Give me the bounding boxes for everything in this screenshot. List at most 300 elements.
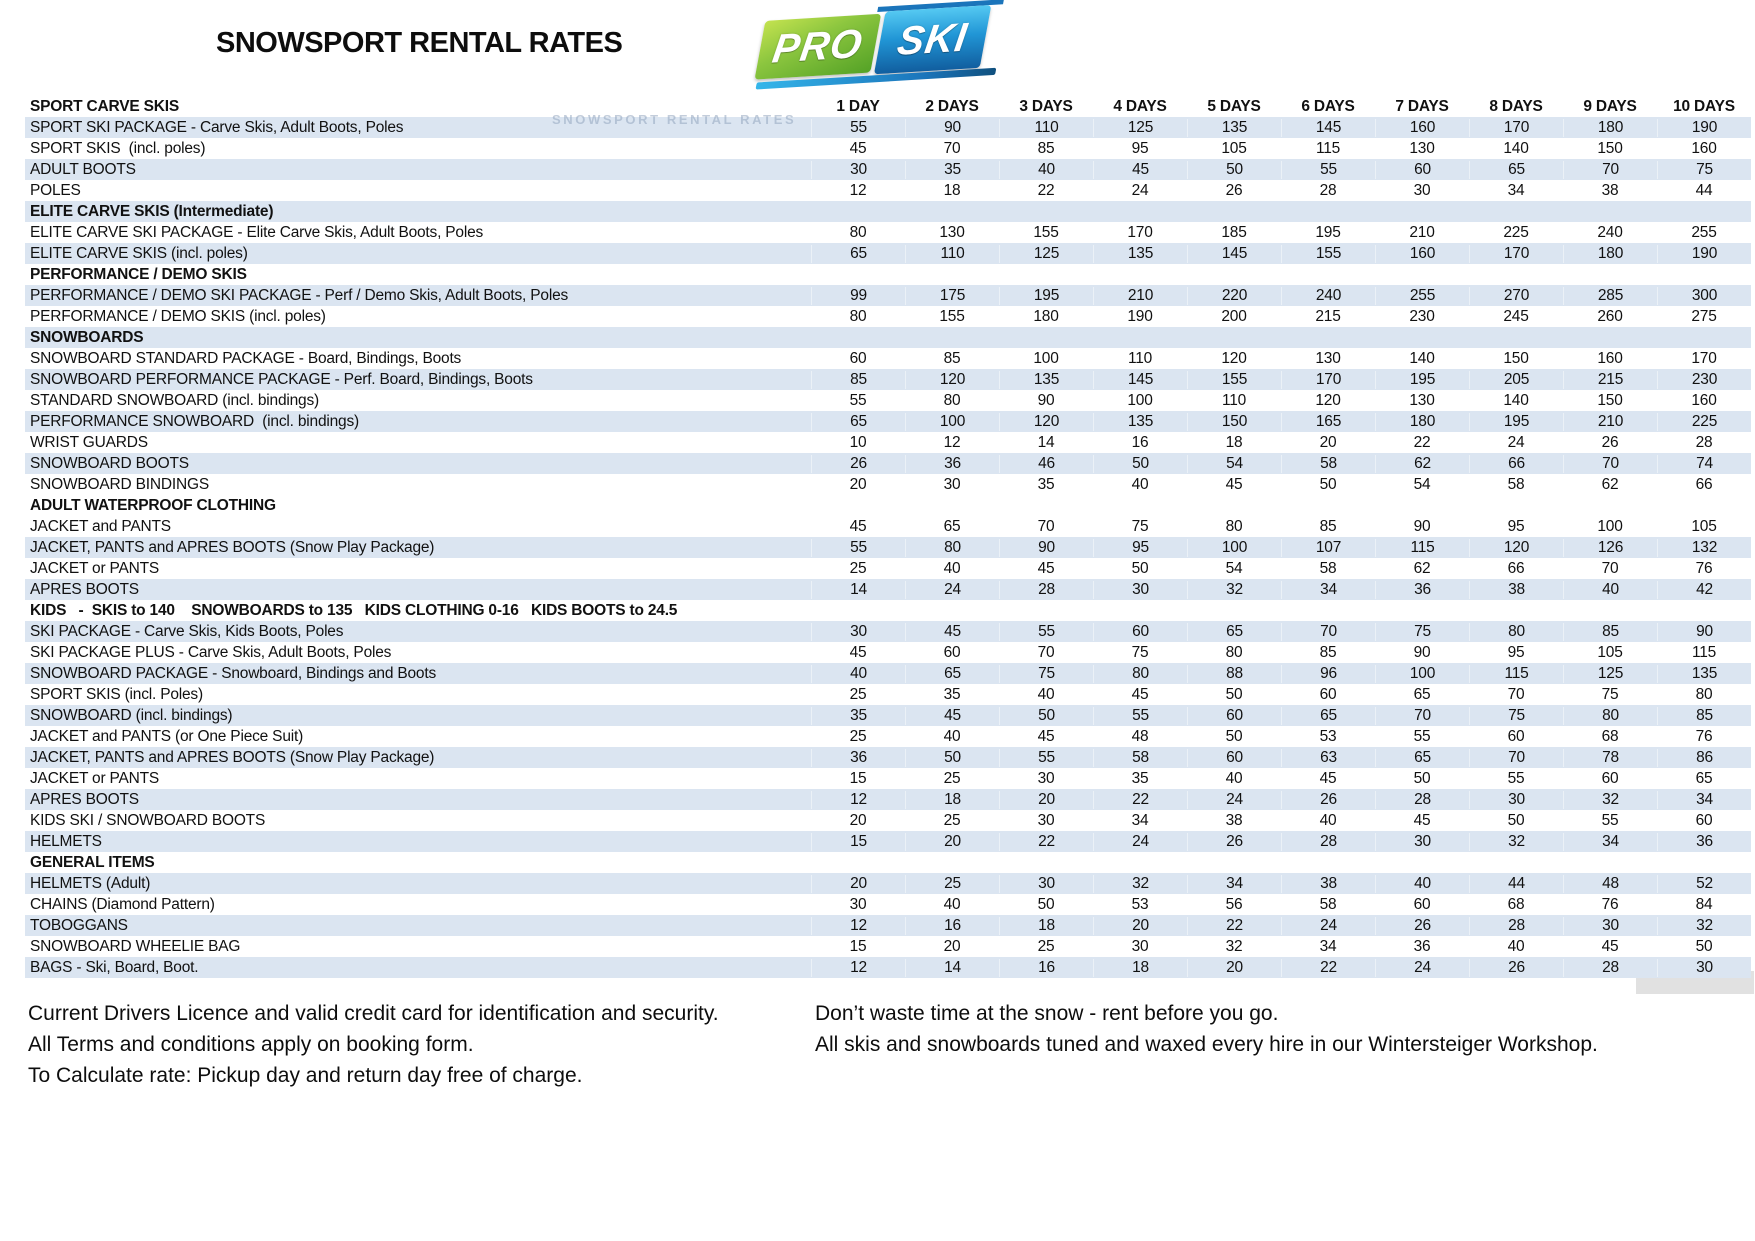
price-cell: 60 xyxy=(1187,707,1281,725)
price-cell: 26 xyxy=(1225,181,1243,199)
rates-table xyxy=(25,96,1751,978)
table-row xyxy=(25,159,1751,180)
price-cell: 150 xyxy=(1503,349,1529,367)
price-cell: 36 xyxy=(811,749,905,767)
price-cell: 40 xyxy=(943,559,961,577)
price-cell: 76 xyxy=(1601,895,1619,913)
price-cell: 38 xyxy=(1469,581,1563,599)
price-cell: 215 xyxy=(1563,371,1657,389)
item-label: JACKET, PANTS and APRES BOOTS (Snow Play Package) xyxy=(30,748,435,766)
table-row xyxy=(25,516,1751,537)
item-label: STANDARD SNOWBOARD (incl. bindings) xyxy=(30,391,319,409)
price-cell: 50 xyxy=(1695,937,1713,955)
price-cell: 55 xyxy=(849,391,867,409)
price-cell: 210 xyxy=(1409,223,1435,241)
price-cell: 58 xyxy=(1281,455,1375,473)
price-cell: 25 xyxy=(943,769,961,787)
price-cell: 44 xyxy=(1469,875,1563,893)
table-row xyxy=(25,348,1751,369)
item-label: WRIST GUARDS xyxy=(30,433,148,451)
price-cell: 50 xyxy=(1037,895,1055,913)
price-cell: 84 xyxy=(1695,895,1713,913)
price-cell: 55 xyxy=(1281,161,1375,179)
column-header: 9 DAYS xyxy=(1583,97,1637,115)
item-label: SNOWBOARD STANDARD PACKAGE - Board, Bindings, Boots xyxy=(30,349,462,367)
price-cell: 190 xyxy=(1657,119,1751,137)
price-cell: 190 xyxy=(1657,245,1751,263)
price-cell: 220 xyxy=(1187,287,1281,305)
item-label: SKI PACKAGE PLUS - Carve Skis, Adult Boots, Poles xyxy=(30,643,392,661)
price-cell: 125 xyxy=(1093,119,1187,137)
item-label: TOBOGGANS xyxy=(30,916,128,934)
item-label: JACKET, PANTS and APRES BOOTS (Snow Play Package) xyxy=(30,538,435,556)
price-cell: 180 xyxy=(1563,245,1657,263)
section-label: ADULT WATERPROOF CLOTHING xyxy=(30,496,276,514)
price-cell: 140 xyxy=(1503,139,1529,157)
table-row xyxy=(25,180,1751,201)
price-cell: 62 xyxy=(1601,475,1619,493)
table-row xyxy=(25,873,1751,894)
item-label: POLES xyxy=(30,181,81,199)
table-row xyxy=(25,705,1751,726)
price-cell: 170 xyxy=(1281,371,1375,389)
price-cell: 110 xyxy=(1127,349,1153,367)
price-cell: 150 xyxy=(1597,391,1623,409)
item-label: CHAINS (Diamond Pattern) xyxy=(30,895,215,913)
table-row xyxy=(25,138,1751,159)
section-header-row xyxy=(25,600,1751,621)
price-cell: 110 xyxy=(905,245,999,263)
price-cell: 22 xyxy=(1093,791,1187,809)
price-cell: 30 xyxy=(1413,181,1431,199)
price-cell: 120 xyxy=(905,371,999,389)
price-cell: 44 xyxy=(1695,181,1713,199)
price-cell: 45 xyxy=(1131,685,1149,703)
table-row xyxy=(25,222,1751,243)
price-cell: 225 xyxy=(1657,413,1751,431)
price-cell: 85 xyxy=(1563,623,1657,641)
table-row xyxy=(25,306,1751,327)
price-cell: 32 xyxy=(1225,937,1243,955)
item-label: SNOWBOARD BOOTS xyxy=(30,454,189,472)
price-cell: 53 xyxy=(1131,895,1149,913)
price-cell: 18 xyxy=(1225,433,1243,451)
price-cell: 60 xyxy=(1507,727,1525,745)
price-cell: 68 xyxy=(1507,895,1525,913)
price-cell: 80 xyxy=(1563,707,1657,725)
price-cell: 35 xyxy=(1037,475,1055,493)
footer-note-line: To Calculate rate: Pickup day and return day free of charge. xyxy=(28,1064,583,1087)
price-cell: 70 xyxy=(1507,685,1525,703)
logo-ski-text: SKI xyxy=(894,14,971,64)
price-cell: 115 xyxy=(1469,665,1563,683)
price-cell: 36 xyxy=(905,455,999,473)
item-label: SNOWBOARD PACKAGE - Snowboard, Bindings and Boots xyxy=(30,664,437,682)
price-cell: 55 xyxy=(1601,811,1619,829)
price-cell: 60 xyxy=(1093,623,1187,641)
price-cell: 230 xyxy=(1657,371,1751,389)
price-cell: 26 xyxy=(1375,917,1469,935)
price-cell: 95 xyxy=(1507,517,1525,535)
price-cell: 24 xyxy=(905,581,999,599)
price-cell: 28 xyxy=(1695,433,1713,451)
table-row xyxy=(25,663,1751,684)
price-cell: 42 xyxy=(1657,581,1751,599)
price-cell: 75 xyxy=(1601,685,1619,703)
price-cell: 35 xyxy=(1131,769,1149,787)
item-label: ELITE CARVE SKI PACKAGE - Elite Carve Skis, Adult Boots, Poles xyxy=(30,223,484,241)
price-cell: 24 xyxy=(1375,959,1469,977)
item-label: JACKET and PANTS (or One Piece Suit) xyxy=(30,727,304,745)
price-cell: 60 xyxy=(1319,685,1337,703)
table-row xyxy=(25,369,1751,390)
price-cell: 18 xyxy=(905,791,999,809)
price-cell: 100 xyxy=(1375,665,1469,683)
price-cell: 24 xyxy=(1093,833,1187,851)
price-cell: 18 xyxy=(1093,959,1187,977)
table-row xyxy=(25,579,1751,600)
price-cell: 65 xyxy=(1281,707,1375,725)
price-cell: 80 xyxy=(1695,685,1713,703)
price-cell: 68 xyxy=(1601,727,1619,745)
price-cell: 195 xyxy=(999,287,1093,305)
price-cell: 58 xyxy=(1319,895,1337,913)
price-cell: 50 xyxy=(905,749,999,767)
price-cell: 160 xyxy=(1597,349,1623,367)
price-cell: 36 xyxy=(1657,833,1751,851)
price-cell: 48 xyxy=(1131,727,1149,745)
price-cell: 50 xyxy=(1413,769,1431,787)
price-cell: 95 xyxy=(1131,139,1149,157)
price-cell: 35 xyxy=(811,707,905,725)
column-header: 4 DAYS xyxy=(1113,97,1167,115)
price-cell: 26 xyxy=(1469,959,1563,977)
price-cell: 205 xyxy=(1469,371,1563,389)
price-cell: 180 xyxy=(1375,413,1469,431)
price-cell: 96 xyxy=(1281,665,1375,683)
price-cell: 150 xyxy=(1187,413,1281,431)
price-cell: 130 xyxy=(1315,349,1341,367)
price-cell: 86 xyxy=(1657,749,1751,767)
price-cell: 65 xyxy=(943,517,961,535)
section-label: ELITE CARVE SKIS (Intermediate) xyxy=(30,202,274,220)
price-cell: 40 xyxy=(1225,769,1243,787)
footer-right-notes xyxy=(815,998,1598,1060)
item-label: APRES BOOTS xyxy=(30,790,139,808)
price-cell: 40 xyxy=(1319,811,1337,829)
table-row xyxy=(25,684,1751,705)
footer-left-notes xyxy=(28,998,719,1091)
price-cell: 28 xyxy=(1281,833,1375,851)
price-cell: 100 xyxy=(1597,517,1623,535)
price-cell: 80 xyxy=(905,539,999,557)
price-cell: 75 xyxy=(1131,517,1149,535)
price-cell: 25 xyxy=(849,685,867,703)
price-cell: 38 xyxy=(1281,875,1375,893)
price-cell: 85 xyxy=(811,371,905,389)
price-cell: 75 xyxy=(1657,161,1751,179)
item-label: SNOWBOARD (incl. bindings) xyxy=(30,706,233,724)
price-cell: 30 xyxy=(811,623,905,641)
price-cell: 80 xyxy=(849,307,867,325)
table-row xyxy=(25,768,1751,789)
price-cell: 45 xyxy=(1601,937,1619,955)
item-label: PERFORMANCE SNOWBOARD (incl. bindings) xyxy=(30,412,359,430)
price-cell: 26 xyxy=(811,455,905,473)
price-cell: 55 xyxy=(811,119,905,137)
price-cell: 62 xyxy=(1413,559,1431,577)
price-cell: 60 xyxy=(1187,749,1281,767)
price-cell: 95 xyxy=(1093,539,1187,557)
item-label: ELITE CARVE SKIS (incl. poles) xyxy=(30,244,248,262)
price-cell: 30 xyxy=(1375,833,1469,851)
price-cell: 20 xyxy=(1093,917,1187,935)
price-cell: 185 xyxy=(1221,223,1247,241)
price-cell: 15 xyxy=(849,769,867,787)
item-label: BAGS - Ski, Board, Boot. xyxy=(30,958,199,976)
price-cell: 126 xyxy=(1563,539,1657,557)
table-row xyxy=(25,642,1751,663)
price-cell: 55 xyxy=(1507,769,1525,787)
price-cell: 65 xyxy=(1695,769,1713,787)
price-cell: 26 xyxy=(1281,791,1375,809)
section-label: SNOWBOARDS xyxy=(30,328,144,346)
price-cell: 22 xyxy=(1187,917,1281,935)
item-label: SKI PACKAGE - Carve Skis, Kids Boots, Poles xyxy=(30,622,344,640)
price-cell: 50 xyxy=(1093,455,1187,473)
price-cell: 115 xyxy=(1691,643,1717,661)
price-cell: 14 xyxy=(905,959,999,977)
price-cell: 100 xyxy=(1033,349,1059,367)
section-header-row xyxy=(25,495,1751,516)
price-cell: 45 xyxy=(905,623,999,641)
price-cell: 30 xyxy=(1563,917,1657,935)
price-cell: 30 xyxy=(943,475,961,493)
price-cell: 25 xyxy=(849,559,867,577)
column-header: 1 DAY xyxy=(836,97,880,115)
price-cell: 24 xyxy=(1507,433,1525,451)
price-cell: 50 xyxy=(1187,161,1281,179)
price-cell: 80 xyxy=(849,223,867,241)
price-cell: 85 xyxy=(1037,139,1055,157)
price-cell: 60 xyxy=(849,349,867,367)
price-cell: 80 xyxy=(1225,517,1243,535)
price-cell: 150 xyxy=(1597,139,1623,157)
price-cell: 70 xyxy=(1037,517,1055,535)
price-cell: 45 xyxy=(1093,161,1187,179)
price-cell: 135 xyxy=(1093,245,1187,263)
price-cell: 45 xyxy=(1413,811,1431,829)
price-cell: 130 xyxy=(1409,391,1435,409)
price-cell: 255 xyxy=(1375,287,1469,305)
price-cell: 145 xyxy=(1281,119,1375,137)
price-cell: 20 xyxy=(999,791,1093,809)
item-label: HELMETS (Adult) xyxy=(30,874,151,892)
price-cell: 20 xyxy=(849,811,867,829)
price-cell: 34 xyxy=(1281,581,1375,599)
price-cell: 16 xyxy=(1131,433,1149,451)
price-cell: 30 xyxy=(1657,959,1751,977)
price-cell: 110 xyxy=(1221,391,1247,409)
price-cell: 155 xyxy=(1281,245,1375,263)
price-cell: 35 xyxy=(905,161,999,179)
price-cell: 74 xyxy=(1657,455,1751,473)
table-row xyxy=(25,117,1751,138)
price-cell: 45 xyxy=(1037,727,1055,745)
price-cell: 38 xyxy=(1601,181,1619,199)
item-label: JACKET or PANTS xyxy=(30,769,160,787)
item-label: JACKET and PANTS xyxy=(30,517,171,535)
price-cell: 70 xyxy=(1563,455,1657,473)
price-cell: 107 xyxy=(1281,539,1375,557)
price-cell: 45 xyxy=(1225,475,1243,493)
table-row xyxy=(25,411,1751,432)
price-cell: 70 xyxy=(1037,643,1055,661)
item-label: JACKET or PANTS xyxy=(30,559,160,577)
price-cell: 58 xyxy=(1093,749,1187,767)
price-cell: 25 xyxy=(849,727,867,745)
item-label: APRES BOOTS xyxy=(30,580,139,598)
price-cell: 66 xyxy=(1469,455,1563,473)
price-cell: 60 xyxy=(943,643,961,661)
price-cell: 85 xyxy=(1319,517,1337,535)
price-cell: 75 xyxy=(1469,707,1563,725)
price-cell: 90 xyxy=(999,539,1093,557)
price-cell: 60 xyxy=(1375,161,1469,179)
price-cell: 36 xyxy=(1413,937,1431,955)
price-cell: 78 xyxy=(1563,749,1657,767)
price-cell: 28 xyxy=(1375,791,1469,809)
price-cell: 60 xyxy=(1413,895,1431,913)
table-row xyxy=(25,726,1751,747)
price-cell: 14 xyxy=(1037,433,1055,451)
corner-section-label: SPORT CARVE SKIS xyxy=(30,97,179,115)
price-cell: 75 xyxy=(1131,643,1149,661)
price-cell: 45 xyxy=(849,517,867,535)
table-row xyxy=(25,810,1751,831)
price-cell: 40 xyxy=(943,895,961,913)
price-cell: 75 xyxy=(1375,623,1469,641)
price-cell: 70 xyxy=(1563,161,1657,179)
price-cell: 40 xyxy=(1507,937,1525,955)
price-cell: 70 xyxy=(1375,707,1469,725)
price-cell: 155 xyxy=(1033,223,1059,241)
section-label: KIDS - SKIS to 140 SNOWBOARDS to 135 KIDS CLOTHING 0-16 KIDS BOOTS to 24.5 xyxy=(30,601,678,619)
price-cell: 22 xyxy=(1281,959,1375,977)
price-cell: 40 xyxy=(943,727,961,745)
price-cell: 120 xyxy=(1469,539,1563,557)
price-cell: 135 xyxy=(1657,665,1751,683)
price-cell: 215 xyxy=(1315,307,1341,325)
logo-ski-badge xyxy=(874,5,991,74)
page-title: SNOWSPORT RENTAL RATES xyxy=(216,27,623,59)
price-cell: 40 xyxy=(1563,581,1657,599)
price-cell: 50 xyxy=(1225,685,1243,703)
price-cell: 300 xyxy=(1657,287,1751,305)
price-cell: 65 xyxy=(1375,749,1469,767)
footer-note-line: Current Drivers Licence and valid credit card for identification and security. xyxy=(28,1002,719,1025)
ghost-watermark-text: SNOWSPORT RENTAL RATES xyxy=(552,112,797,127)
price-cell: 65 xyxy=(811,245,905,263)
price-cell: 10 xyxy=(849,433,867,451)
price-cell: 80 xyxy=(1469,623,1563,641)
section-header-row xyxy=(25,327,1751,348)
price-cell: 210 xyxy=(1563,413,1657,431)
price-cell: 160 xyxy=(1375,119,1469,137)
table-row xyxy=(25,621,1751,642)
item-label: ADULT BOOTS xyxy=(30,160,136,178)
price-cell: 40 xyxy=(1131,475,1149,493)
price-cell: 50 xyxy=(1319,475,1337,493)
price-cell: 195 xyxy=(1375,371,1469,389)
price-cell: 32 xyxy=(1469,833,1563,851)
footer-note-line: All Terms and conditions apply on booking form. xyxy=(28,1033,474,1056)
item-label: SNOWBOARD WHEELIE BAG xyxy=(30,937,241,955)
price-cell: 20 xyxy=(905,833,999,851)
item-label: HELMETS xyxy=(30,832,102,850)
column-header: 2 DAYS xyxy=(925,97,979,115)
price-cell: 14 xyxy=(811,581,905,599)
price-cell: 34 xyxy=(1131,811,1149,829)
price-cell: 90 xyxy=(1413,643,1431,661)
price-cell: 45 xyxy=(849,139,867,157)
table-row xyxy=(25,558,1751,579)
price-cell: 120 xyxy=(1221,349,1247,367)
price-cell: 36 xyxy=(1375,581,1469,599)
price-cell: 145 xyxy=(1187,245,1281,263)
price-cell: 190 xyxy=(1127,307,1153,325)
price-cell: 40 xyxy=(811,665,905,683)
price-cell: 175 xyxy=(905,287,999,305)
price-cell: 140 xyxy=(1503,391,1529,409)
price-cell: 58 xyxy=(1319,559,1337,577)
price-cell: 50 xyxy=(1131,559,1149,577)
price-cell: 170 xyxy=(1469,119,1563,137)
section-header-row xyxy=(25,201,1751,222)
price-cell: 76 xyxy=(1695,727,1713,745)
price-cell: 70 xyxy=(1601,559,1619,577)
price-cell: 115 xyxy=(1315,139,1341,157)
price-cell: 15 xyxy=(811,833,905,851)
price-cell: 40 xyxy=(999,161,1093,179)
price-cell: 105 xyxy=(1691,517,1717,535)
price-cell: 155 xyxy=(939,307,965,325)
price-cell: 80 xyxy=(1225,643,1243,661)
price-cell: 32 xyxy=(1093,875,1187,893)
price-cell: 180 xyxy=(1563,119,1657,137)
price-cell: 210 xyxy=(1093,287,1187,305)
price-cell: 105 xyxy=(1221,139,1247,157)
price-cell: 34 xyxy=(1563,833,1657,851)
price-cell: 85 xyxy=(1319,643,1337,661)
price-cell: 75 xyxy=(999,665,1093,683)
column-header: 10 DAYS xyxy=(1673,97,1735,115)
price-cell: 30 xyxy=(1131,937,1149,955)
price-cell: 20 xyxy=(849,475,867,493)
section-header-row xyxy=(25,852,1751,873)
price-cell: 105 xyxy=(1597,643,1623,661)
price-cell: 52 xyxy=(1657,875,1751,893)
price-cell: 20 xyxy=(1319,433,1337,451)
table-row xyxy=(25,831,1751,852)
price-cell: 100 xyxy=(905,413,999,431)
price-cell: 100 xyxy=(1127,391,1153,409)
price-cell: 20 xyxy=(943,937,961,955)
price-cell: 22 xyxy=(1037,181,1055,199)
price-cell: 135 xyxy=(1093,413,1187,431)
price-cell: 65 xyxy=(905,665,999,683)
proski-logo xyxy=(749,0,1006,100)
